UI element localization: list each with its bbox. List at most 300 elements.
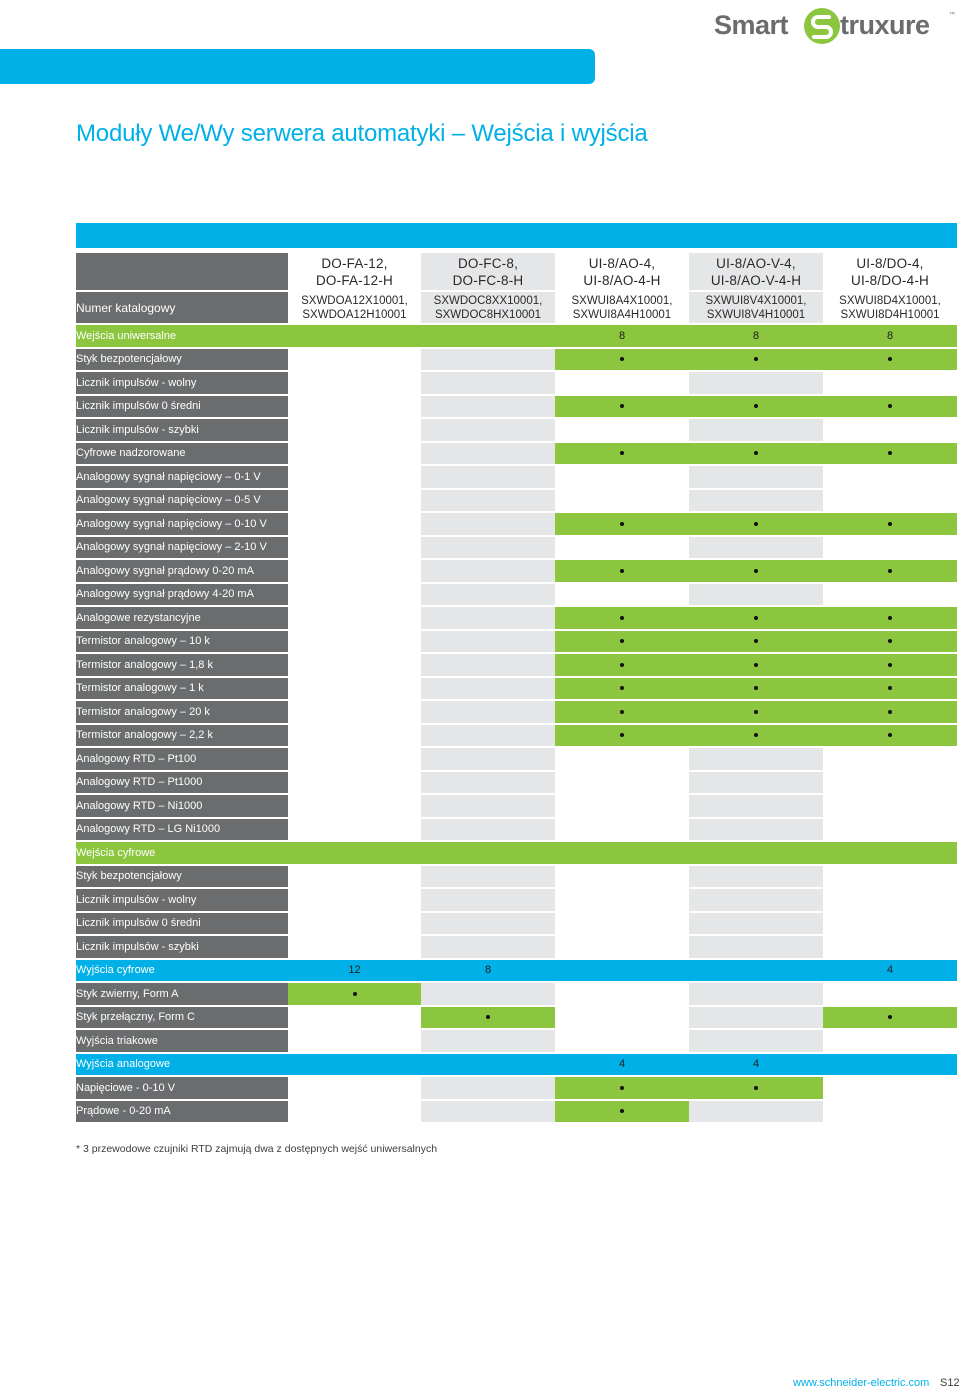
support-cell xyxy=(555,395,689,419)
feature-label: Termistor analogowy – 1 k xyxy=(76,677,288,701)
support-cell xyxy=(421,348,555,372)
supported-dot-icon xyxy=(754,522,758,526)
support-cell xyxy=(421,1006,555,1030)
support-cell xyxy=(823,583,957,607)
feature-row xyxy=(76,982,957,1006)
feature-label: Analogowy sygnał prądowy 4-20 mA xyxy=(76,583,288,607)
feature-label: Styk bezpotencjałowy xyxy=(76,348,288,372)
supported-dot-icon xyxy=(353,992,357,996)
support-cell xyxy=(555,630,689,654)
count-cell xyxy=(555,959,689,983)
support-cell xyxy=(421,912,555,936)
support-cell xyxy=(555,700,689,724)
module-name-line2: DO-FA-12-H xyxy=(315,272,393,288)
support-cell xyxy=(823,724,957,748)
support-cell xyxy=(555,418,689,442)
support-cell xyxy=(823,1076,957,1100)
count-cell xyxy=(689,841,823,865)
io-matrix-table xyxy=(76,253,957,1124)
count-cell xyxy=(421,324,555,348)
module-name-row xyxy=(76,253,957,291)
banner-title: Rodzina modułów Serwera Automatyki xyxy=(76,6,419,28)
feature-row xyxy=(76,348,957,372)
support-cell xyxy=(689,818,823,842)
page-number: S12 xyxy=(940,1377,960,1389)
support-cell xyxy=(421,512,555,536)
section-row xyxy=(76,1053,957,1077)
count-cell xyxy=(288,1053,421,1077)
feature-label: Styk przełączny, Form C xyxy=(76,1006,288,1030)
support-cell xyxy=(823,348,957,372)
count-cell: 8 xyxy=(421,959,555,983)
module-name-line1: DO-FA-12, xyxy=(321,255,388,271)
support-cell xyxy=(555,888,689,912)
supported-dot-icon xyxy=(620,404,624,408)
feature-label: Analogowy RTD – Pt100 xyxy=(76,747,288,771)
catalog-line2: SXWUI8V4H10001 xyxy=(706,308,806,321)
support-cell xyxy=(823,395,957,419)
feature-row xyxy=(76,1006,957,1030)
module-name-line2: UI-8/AO-4-H xyxy=(583,272,661,288)
feature-row xyxy=(76,630,957,654)
support-cell xyxy=(823,912,957,936)
count-cell: 8 xyxy=(689,324,823,348)
support-cell xyxy=(421,677,555,701)
catalog-number-cell xyxy=(421,291,555,324)
feature-row xyxy=(76,583,957,607)
module-name-line2: UI-8/AO-V-4-H xyxy=(710,272,802,288)
support-cell xyxy=(421,1100,555,1124)
support-cell xyxy=(288,1006,421,1030)
supported-dot-icon xyxy=(620,710,624,714)
feature-label: Termistor analogowy – 10 k xyxy=(76,630,288,654)
support-cell xyxy=(689,512,823,536)
catalog-line2: SXWDOC8HX10001 xyxy=(434,308,542,321)
section-row xyxy=(76,324,957,348)
support-cell xyxy=(421,371,555,395)
support-cell xyxy=(555,442,689,466)
support-cell xyxy=(555,982,689,1006)
support-cell xyxy=(823,677,957,701)
header-corner xyxy=(76,253,288,291)
support-cell xyxy=(689,630,823,654)
count-cell xyxy=(288,324,421,348)
support-cell xyxy=(555,818,689,842)
support-cell xyxy=(555,1006,689,1030)
supported-dot-icon xyxy=(620,451,624,455)
support-cell xyxy=(823,818,957,842)
support-cell xyxy=(689,653,823,677)
supported-dot-icon xyxy=(620,522,624,526)
support-cell xyxy=(555,583,689,607)
support-cell xyxy=(555,512,689,536)
feature-row xyxy=(76,1029,957,1053)
support-cell xyxy=(823,559,957,583)
feature-row xyxy=(76,935,957,959)
feature-row xyxy=(76,724,957,748)
section-label: Wyjścia cyfrowe xyxy=(76,959,288,983)
supported-dot-icon xyxy=(620,733,624,737)
supported-dot-icon xyxy=(888,451,892,455)
support-cell xyxy=(689,559,823,583)
support-cell xyxy=(689,1029,823,1053)
support-cell xyxy=(689,888,823,912)
feature-row xyxy=(76,371,957,395)
support-cell xyxy=(823,630,957,654)
smartstruxure-logo xyxy=(714,4,956,48)
support-cell xyxy=(421,888,555,912)
supported-dot-icon xyxy=(754,1086,758,1090)
catalog-number-cell xyxy=(555,291,689,324)
catalog-number-cell xyxy=(288,291,421,324)
catalog-number-cell xyxy=(823,291,957,324)
feature-row xyxy=(76,888,957,912)
section-row xyxy=(76,959,957,983)
supported-dot-icon xyxy=(888,404,892,408)
support-cell xyxy=(823,888,957,912)
support-cell xyxy=(823,1100,957,1124)
support-cell xyxy=(421,606,555,630)
catalog-line1: SXWUI8V4X10001, xyxy=(705,294,807,307)
count-cell: 4 xyxy=(689,1053,823,1077)
support-cell xyxy=(689,865,823,889)
feature-label: Licznik impulsów - wolny xyxy=(76,888,288,912)
supported-dot-icon xyxy=(888,663,892,667)
feature-label: Analogowy sygnał napięciowy – 0-5 V xyxy=(76,489,288,513)
count-cell xyxy=(421,1053,555,1077)
support-cell xyxy=(555,653,689,677)
count-cell: 8 xyxy=(823,324,957,348)
feature-label: Licznik impulsów - szybki xyxy=(76,418,288,442)
support-cell xyxy=(689,536,823,560)
feature-label: Wyjścia triakowe xyxy=(76,1029,288,1053)
support-cell xyxy=(689,700,823,724)
support-cell xyxy=(288,536,421,560)
support-cell xyxy=(555,677,689,701)
catalog-line2: SXWUI8D4H10001 xyxy=(840,308,940,321)
catalog-line1: SXWUI8A4X10001, xyxy=(571,294,673,307)
logo-s-icon xyxy=(802,6,842,46)
support-cell xyxy=(689,982,823,1006)
feature-row xyxy=(76,536,957,560)
feature-label: Licznik impulsów - wolny xyxy=(76,371,288,395)
count-cell xyxy=(689,959,823,983)
support-cell xyxy=(823,982,957,1006)
feature-label: Prądowe - 0-20 mA xyxy=(76,1100,288,1124)
support-cell xyxy=(555,771,689,795)
supported-dot-icon xyxy=(888,357,892,361)
feature-row xyxy=(76,1100,957,1124)
supported-dot-icon xyxy=(754,663,758,667)
logo-text-truxure: truxure xyxy=(840,10,930,40)
module-name-line2: UI-8/DO-4-H xyxy=(851,272,929,288)
section-banner xyxy=(0,49,595,84)
feature-label: Termistor analogowy – 20 k xyxy=(76,700,288,724)
supported-dot-icon xyxy=(754,733,758,737)
feature-label: Analogowe rezystancyjne xyxy=(76,606,288,630)
support-cell xyxy=(288,559,421,583)
support-cell xyxy=(689,724,823,748)
support-cell xyxy=(689,912,823,936)
support-cell xyxy=(555,348,689,372)
support-cell xyxy=(288,442,421,466)
support-cell xyxy=(689,747,823,771)
supported-dot-icon xyxy=(486,1015,490,1019)
catalog-line2: SXWDOA12H10001 xyxy=(302,308,407,321)
support-cell xyxy=(555,371,689,395)
footer-link[interactable]: www.schneider-electric.com xyxy=(793,1377,930,1389)
support-cell xyxy=(288,747,421,771)
supported-dot-icon xyxy=(754,710,758,714)
supported-dot-icon xyxy=(620,686,624,690)
count-cell: 8 xyxy=(555,324,689,348)
support-cell xyxy=(421,1076,555,1100)
support-cell xyxy=(689,442,823,466)
support-cell xyxy=(823,512,957,536)
count-cell: 12 xyxy=(288,959,421,983)
support-cell xyxy=(421,935,555,959)
support-cell xyxy=(288,724,421,748)
module-name-line2: DO-FC-8-H xyxy=(452,272,524,288)
support-cell xyxy=(555,489,689,513)
support-cell xyxy=(288,888,421,912)
support-cell xyxy=(555,1100,689,1124)
support-cell xyxy=(421,700,555,724)
footnote: * 3 przewodowe czujniki RTD zajmują dwa z dostępnych wejść uniwersalnych xyxy=(76,1143,438,1155)
support-cell xyxy=(689,794,823,818)
support-cell xyxy=(421,724,555,748)
support-cell xyxy=(823,489,957,513)
catalog-line1: SXWUI8D4X10001, xyxy=(839,294,941,307)
support-cell xyxy=(288,677,421,701)
module-name-line1: UI-8/AO-4, xyxy=(588,255,656,271)
support-cell xyxy=(689,465,823,489)
support-cell xyxy=(823,935,957,959)
supported-dot-icon xyxy=(754,616,758,620)
support-cell xyxy=(823,794,957,818)
supported-dot-icon xyxy=(754,569,758,573)
catalog-line1: SXWDOA12X10001, xyxy=(301,294,408,307)
support-cell xyxy=(823,371,957,395)
support-cell xyxy=(288,1100,421,1124)
support-cell xyxy=(555,536,689,560)
support-cell xyxy=(421,630,555,654)
support-cell xyxy=(823,1029,957,1053)
support-cell xyxy=(421,794,555,818)
support-cell xyxy=(689,395,823,419)
count-cell xyxy=(555,841,689,865)
support-cell xyxy=(421,442,555,466)
support-cell xyxy=(288,489,421,513)
supported-dot-icon xyxy=(888,733,892,737)
feature-row xyxy=(76,1076,957,1100)
feature-label: Termistor analogowy – 2,2 k xyxy=(76,724,288,748)
feature-row xyxy=(76,606,957,630)
module-name-cell xyxy=(288,253,421,291)
supported-dot-icon xyxy=(620,357,624,361)
feature-label: Licznik impulsów 0 średni xyxy=(76,395,288,419)
feature-row xyxy=(76,677,957,701)
logo-text-smart: Smart xyxy=(714,10,789,40)
feature-row xyxy=(76,418,957,442)
feature-label: Napięciowe - 0-10 V xyxy=(76,1076,288,1100)
support-cell xyxy=(421,583,555,607)
support-cell xyxy=(421,489,555,513)
count-cell: 4 xyxy=(555,1053,689,1077)
feature-row xyxy=(76,442,957,466)
feature-label: Cyfrowe nadzorowane xyxy=(76,442,288,466)
support-cell xyxy=(288,348,421,372)
support-cell xyxy=(689,348,823,372)
count-cell xyxy=(421,841,555,865)
feature-row xyxy=(76,559,957,583)
feature-label: Analogowy RTD – Pt1000 xyxy=(76,771,288,795)
module-name-line1: DO-FC-8, xyxy=(457,255,519,271)
page-title: Moduły We/Wy serwera automatyki – Wejścia i wyjścia xyxy=(76,120,648,147)
feature-label: Analogowy sygnał prądowy 0-20 mA xyxy=(76,559,288,583)
support-cell xyxy=(823,653,957,677)
supported-dot-icon xyxy=(754,686,758,690)
supported-dot-icon xyxy=(754,404,758,408)
supported-dot-icon xyxy=(888,522,892,526)
feature-row xyxy=(76,818,957,842)
feature-row xyxy=(76,771,957,795)
support-cell xyxy=(689,1100,823,1124)
support-cell xyxy=(288,865,421,889)
catalog-number-row xyxy=(76,291,957,324)
section-label: Wyjścia analogowe xyxy=(76,1053,288,1077)
support-cell xyxy=(288,818,421,842)
support-cell xyxy=(689,935,823,959)
support-cell xyxy=(689,1076,823,1100)
feature-label: Analogowy RTD – LG Ni1000 xyxy=(76,818,288,842)
module-name-cell xyxy=(421,253,555,291)
support-cell xyxy=(555,1076,689,1100)
supported-dot-icon xyxy=(620,1086,624,1090)
support-cell xyxy=(288,418,421,442)
feature-label: Licznik impulsów - szybki xyxy=(76,935,288,959)
support-cell xyxy=(823,865,957,889)
support-cell xyxy=(288,395,421,419)
support-cell xyxy=(288,771,421,795)
support-cell xyxy=(288,982,421,1006)
support-cell xyxy=(555,794,689,818)
catalog-number-label: Numer katalogowy xyxy=(76,291,288,324)
supported-dot-icon xyxy=(620,663,624,667)
support-cell xyxy=(823,771,957,795)
feature-label: Analogowy sygnał napięciowy – 0-10 V xyxy=(76,512,288,536)
support-cell xyxy=(689,583,823,607)
support-cell xyxy=(288,653,421,677)
feature-label: Styk zwierny, Form A xyxy=(76,982,288,1006)
support-cell xyxy=(823,465,957,489)
feature-row xyxy=(76,512,957,536)
supported-dot-icon xyxy=(888,686,892,690)
support-cell xyxy=(421,865,555,889)
feature-label: Analogowy sygnał napięciowy – 0-1 V xyxy=(76,465,288,489)
module-name-line1: UI-8/DO-4, xyxy=(856,255,924,271)
support-cell xyxy=(288,630,421,654)
support-cell xyxy=(421,418,555,442)
feature-label: Styk bezpotencjałowy xyxy=(76,865,288,889)
support-cell xyxy=(421,395,555,419)
support-cell xyxy=(288,583,421,607)
support-cell xyxy=(288,606,421,630)
supported-dot-icon xyxy=(754,639,758,643)
feature-row xyxy=(76,794,957,818)
feature-label: Licznik impulsów 0 średni xyxy=(76,912,288,936)
support-cell xyxy=(421,747,555,771)
section-label: Wejścia uniwersalne xyxy=(76,324,288,348)
support-cell xyxy=(555,465,689,489)
support-cell xyxy=(555,559,689,583)
feature-label: Termistor analogowy – 1,8 k xyxy=(76,653,288,677)
support-cell xyxy=(823,1006,957,1030)
module-name-cell xyxy=(555,253,689,291)
supported-dot-icon xyxy=(620,639,624,643)
table-top-strip xyxy=(76,223,957,248)
logo-trademark: ™ xyxy=(949,12,955,18)
support-cell xyxy=(823,442,957,466)
support-cell xyxy=(288,912,421,936)
support-cell xyxy=(689,418,823,442)
supported-dot-icon xyxy=(620,1109,624,1113)
module-name-cell xyxy=(689,253,823,291)
support-cell xyxy=(823,536,957,560)
support-cell xyxy=(421,982,555,1006)
feature-row xyxy=(76,395,957,419)
supported-dot-icon xyxy=(620,569,624,573)
support-cell xyxy=(421,1029,555,1053)
support-cell xyxy=(421,818,555,842)
support-cell xyxy=(421,465,555,489)
supported-dot-icon xyxy=(888,616,892,620)
supported-dot-icon xyxy=(754,357,758,361)
count-cell xyxy=(823,841,957,865)
supported-dot-icon xyxy=(620,616,624,620)
feature-row xyxy=(76,865,957,889)
support-cell xyxy=(421,653,555,677)
support-cell xyxy=(555,747,689,771)
count-cell: 4 xyxy=(823,959,957,983)
feature-row xyxy=(76,912,957,936)
support-cell xyxy=(823,606,957,630)
count-cell xyxy=(288,841,421,865)
supported-dot-icon xyxy=(888,1015,892,1019)
support-cell xyxy=(689,489,823,513)
catalog-line2: SXWUI8A4H10001 xyxy=(572,308,672,321)
feature-row xyxy=(76,653,957,677)
support-cell xyxy=(689,371,823,395)
module-name-cell xyxy=(823,253,957,291)
support-cell xyxy=(421,771,555,795)
support-cell xyxy=(555,724,689,748)
feature-row xyxy=(76,465,957,489)
support-cell xyxy=(288,1076,421,1100)
support-cell xyxy=(288,700,421,724)
module-name-line1: UI-8/AO-V-4, xyxy=(716,255,796,271)
supported-dot-icon xyxy=(888,710,892,714)
feature-row xyxy=(76,700,957,724)
support-cell xyxy=(689,771,823,795)
support-cell xyxy=(288,1029,421,1053)
catalog-line1: SXWDOC8XX10001, xyxy=(433,294,543,307)
support-cell xyxy=(823,418,957,442)
support-cell xyxy=(823,700,957,724)
support-cell xyxy=(288,465,421,489)
support-cell xyxy=(689,606,823,630)
feature-row xyxy=(76,747,957,771)
